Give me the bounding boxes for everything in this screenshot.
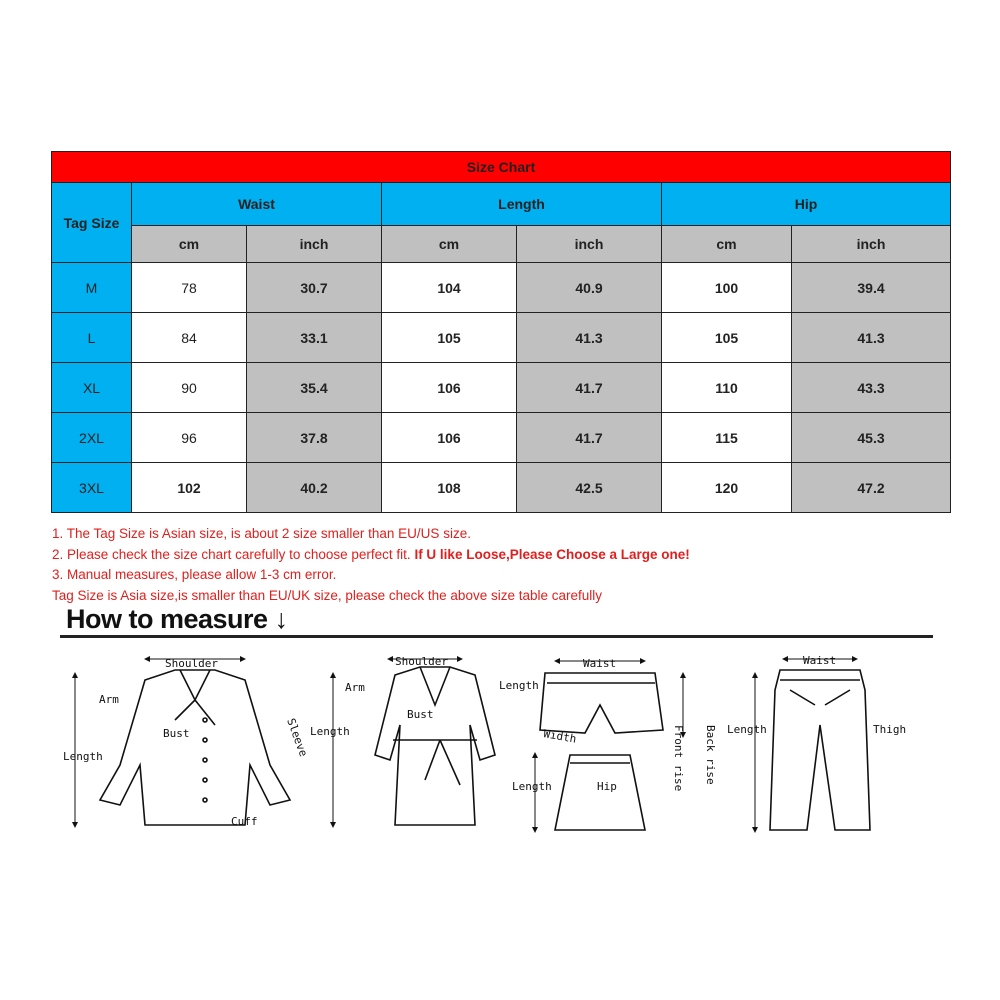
label-bust: Bust: [163, 727, 190, 740]
label-front-rise: Front rise: [672, 725, 685, 792]
label-waist-shorts: Waist: [583, 657, 617, 670]
size-cell: L: [52, 313, 132, 363]
how-to-measure-text: How to measure: [66, 604, 268, 634]
tag-size-header: Tag Size: [52, 183, 132, 263]
blouse-drawing: [100, 670, 290, 825]
label-width: Width: [542, 727, 578, 746]
heading-divider: [60, 635, 933, 638]
unit-header-row: [52, 226, 951, 263]
group-header-row: [52, 183, 951, 226]
label-thigh: Thigh: [873, 723, 907, 736]
label-shoulder: Shoulder: [165, 657, 218, 670]
length-inch-cell: 41.7: [517, 363, 662, 413]
length-cm-cell: 106: [382, 363, 517, 413]
size-chart-table: [51, 151, 951, 513]
label-bust-coat: Bust: [407, 708, 434, 721]
note-line-2-emphasis: If U like Loose,Please Choose a Large one!: [414, 546, 690, 562]
size-cell: 2XL: [52, 413, 132, 463]
hip-inch-cell: 45.3: [792, 413, 951, 463]
table-row: [52, 413, 951, 463]
unit-header: inch: [792, 226, 951, 263]
hip-inch-cell: 41.3: [792, 313, 951, 363]
shorts-drawing: [540, 673, 663, 733]
down-arrow-icon: ↓: [274, 604, 288, 634]
measurement-illustrations: [55, 645, 935, 845]
hip-cm-cell: 115: [662, 413, 792, 463]
label-arm-coat: Arm: [345, 681, 365, 694]
unit-header: inch: [247, 226, 382, 263]
label-arm: Arm: [99, 693, 119, 706]
length-cm-cell: 104: [382, 263, 517, 313]
note-line-1: 1. The Tag Size is Asian size, is about 2 size smaller than EU/US size.: [52, 526, 471, 541]
waist-cm-cell: 96: [132, 413, 247, 463]
length-inch-cell: 41.7: [517, 413, 662, 463]
hip-cm-cell: 110: [662, 363, 792, 413]
waist-inch-cell: 35.4: [247, 363, 382, 413]
label-waist-pants: Waist: [803, 654, 837, 667]
length-header: Length: [382, 183, 662, 226]
table-row: [52, 363, 951, 413]
label-shoulder-coat: Shoulder: [395, 655, 448, 668]
length-inch-cell: 40.9: [517, 263, 662, 313]
waist-cm-cell: 90: [132, 363, 247, 413]
hip-inch-cell: 39.4: [792, 263, 951, 313]
size-cell: M: [52, 263, 132, 313]
waist-header: Waist: [132, 183, 382, 226]
length-cm-cell: 105: [382, 313, 517, 363]
waist-inch-cell: 40.2: [247, 463, 382, 513]
size-cell: XL: [52, 363, 132, 413]
hip-header: Hip: [662, 183, 951, 226]
note-line-3: 3. Manual measures, please allow 1-3 cm error.: [52, 567, 337, 582]
waist-cm-cell: 102: [132, 463, 247, 513]
unit-header: cm: [662, 226, 792, 263]
hip-inch-cell: 47.2: [792, 463, 951, 513]
note-line-2: [52, 545, 690, 566]
note-line-2-text: 2. Please check the size chart carefully to choose perfect fit.: [52, 546, 415, 562]
size-chart-title: Size Chart: [52, 152, 951, 183]
length-cm-cell: 108: [382, 463, 517, 513]
size-cell: 3XL: [52, 463, 132, 513]
label-length-coat: Length: [310, 725, 350, 738]
unit-header: inch: [517, 226, 662, 263]
waist-inch-cell: 37.8: [247, 413, 382, 463]
label-length-skirt: Length: [512, 780, 552, 793]
waist-inch-cell: 30.7: [247, 263, 382, 313]
how-to-measure-heading: [66, 604, 288, 635]
length-inch-cell: 42.5: [517, 463, 662, 513]
label-hip: Hip: [597, 780, 617, 793]
hip-cm-cell: 105: [662, 313, 792, 363]
label-length-pants: Length: [727, 723, 767, 736]
table-row: [52, 263, 951, 313]
length-cm-cell: 106: [382, 413, 517, 463]
label-cuff: Cuff: [231, 815, 258, 828]
unit-header: cm: [132, 226, 247, 263]
title-row: [52, 152, 951, 183]
waist-cm-cell: 78: [132, 263, 247, 313]
coat-drawing: [375, 667, 495, 825]
unit-header: cm: [382, 226, 517, 263]
label-length: Length: [63, 750, 103, 763]
pants-drawing: [770, 670, 870, 830]
label-back-rise: Back rise: [704, 725, 717, 785]
hip-inch-cell: 43.3: [792, 363, 951, 413]
length-inch-cell: 41.3: [517, 313, 662, 363]
table-row: [52, 313, 951, 363]
label-sleeve: Sleeve: [284, 716, 310, 759]
size-notes: [52, 524, 690, 606]
waist-cm-cell: 84: [132, 313, 247, 363]
hip-cm-cell: 120: [662, 463, 792, 513]
note-line-4: Tag Size is Asia size,is smaller than EU/UK size, please check the above size table carefully: [52, 587, 603, 603]
waist-inch-cell: 33.1: [247, 313, 382, 363]
label-length-shorts: Length: [499, 679, 539, 692]
hip-cm-cell: 100: [662, 263, 792, 313]
table-row: [52, 463, 951, 513]
